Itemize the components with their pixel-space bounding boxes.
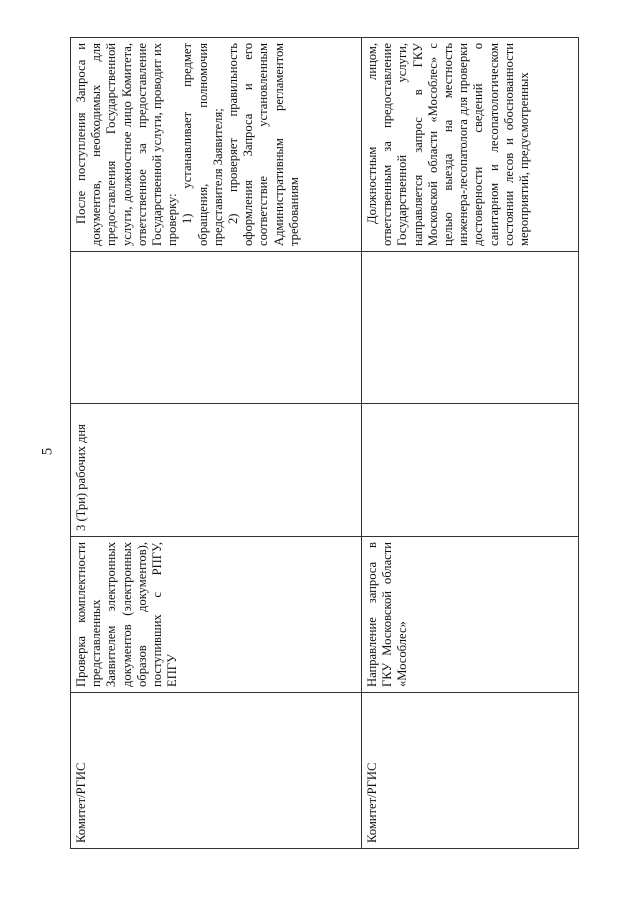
cell-actor: Комитет/РГИС — [362, 692, 579, 849]
description-paragraph: 1) устанавливает предмет обращения, полномочия представителя Заявителя; — [180, 43, 225, 246]
cell-duration — [362, 403, 579, 536]
description-paragraph: Должностным лицом, ответственным за предоставление Государственной услуги, направляется запрос в ГКУ Московской области «Мособлес» с целью выезда на местность инженера-лесопатолога для проверки достоверности сведений о санитарном и лесопатологическом состоянии лесов и обоснованности мероприятий, предусмотренных — [365, 43, 532, 246]
cell-description — [362, 37, 579, 251]
cell-actor: Комитет/РГИС — [70, 692, 362, 849]
cell-method — [362, 251, 579, 403]
cell-duration: 3 (Три) рабочих дня — [70, 403, 362, 536]
cell-method — [70, 251, 362, 403]
cell-action: Направление запроса в ГКУ Московской области «Мособлес» — [362, 536, 579, 692]
procedure-table — [70, 37, 579, 849]
table-frame — [70, 37, 579, 849]
cell-action: Проверка комплектности представленных Заявителем электронных документов (электронных образов документов), поступивших с РПГУ, ЕПГУ — [70, 536, 362, 692]
cell-description — [70, 37, 362, 251]
page-number: 5 — [39, 447, 56, 456]
description-paragraph: После поступления Запроса и документов, необходимых для предоставления Государственной услуги, должностное лицо Комитета, ответственное за предоставление Государственной услуги, проводит их проверку: — [74, 43, 180, 246]
description-paragraph: 2) проверяет правильность оформления Запроса и его соответствие установленным Административным регламентом требованиям — [226, 43, 301, 246]
